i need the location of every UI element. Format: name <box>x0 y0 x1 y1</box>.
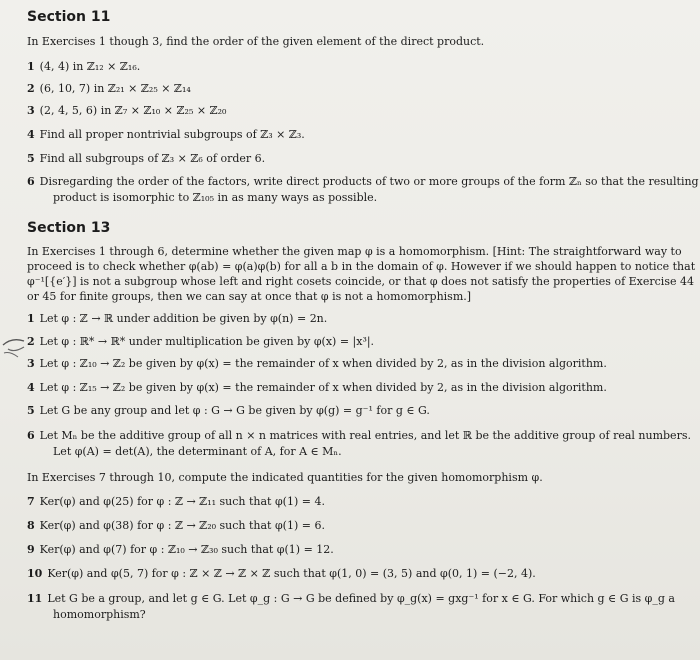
exercise-11-2 <box>27 81 692 97</box>
exercise-number: 4 <box>27 128 35 141</box>
exercise-13-8 <box>27 518 692 534</box>
exercise-text: Let G be any group and let φ : G → G be given by φ(g) = g⁻¹ for g ∈ G. <box>39 404 430 417</box>
exercise-text: Let φ : ℤ₁₀ → ℤ₂ be given by φ(x) = the remainder of x when divided by 2, as in the division algorithm. <box>39 357 607 370</box>
exercise-number: 1 <box>27 60 35 73</box>
exercise-number: 6 <box>27 175 35 188</box>
exercise-number: 1 <box>27 312 35 325</box>
exercise-number: 11 <box>27 592 43 605</box>
exercise-number: 3 <box>27 357 35 370</box>
exercise-13-4 <box>27 380 692 396</box>
exercise-number: 6 <box>27 429 35 442</box>
section-13-intro-line-4: or 45 for finite groups, then we can say at once that φ is not a homomorphism.] <box>27 290 472 303</box>
exercise-text: Disregarding the order of the factors, write direct products of two or more groups of the form ℤₙ so that the resulting <box>39 175 699 188</box>
exercise-number: 9 <box>27 543 35 556</box>
exercise-13-2 <box>27 334 692 350</box>
exercise-text: Find all proper nontrivial subgroups of ℤ₃ × ℤ₃. <box>39 128 305 141</box>
exercise-text: Ker(φ) and φ(5, 7) for φ : ℤ × ℤ → ℤ × ℤ such that φ(1, 0) = (3, 5) and φ(0, 1) = (−2, 4). <box>47 567 536 580</box>
exercise-text: Find all subgroups of ℤ₃ × ℤ₆ of order 6. <box>39 152 266 165</box>
exercise-13-3 <box>27 356 692 372</box>
exercise-13-9 <box>27 542 692 558</box>
exercise-number: 8 <box>27 519 35 532</box>
exercise-13-7 <box>27 494 692 510</box>
exercise-number: 2 <box>27 82 35 95</box>
exercise-number: 7 <box>27 495 35 508</box>
exercise-text: Let G be a group, and let g ∈ G. Let φ_g : G → G be defined by φ_g(x) = gxg⁻¹ for x ∈ G. For which g ∈ G is φ_g a <box>47 592 675 605</box>
exercise-11-3 <box>27 103 692 119</box>
section-11-title: Section 11 <box>27 9 111 25</box>
section-13-intro-line-3: φ⁻¹[{e′}] is not a subgroup whose left and right cosets coincide, or that φ does not satisfy the properties of Exercise 44 <box>27 275 694 288</box>
exercise-11-1 <box>27 59 692 75</box>
exercise-11-6-continued: product is isomorphic to ℤ₁₀₅ in as many ways as possible. <box>53 191 378 204</box>
exercise-number: 3 <box>27 104 35 117</box>
exercise-text: Let φ : ℤ → ℝ under addition be given by φ(n) = 2n. <box>39 312 328 325</box>
exercise-13-10 <box>27 566 692 582</box>
exercise-13-6-continued: Let φ(A) = det(A), the determinant of A, for A ∈ Mₙ. <box>53 445 342 458</box>
exercise-text: (6, 10, 7) in ℤ₂₁ × ℤ₂₅ × ℤ₁₄ <box>39 82 191 95</box>
exercise-number: 5 <box>27 404 35 417</box>
exercise-text: Let φ : ℤ₁₅ → ℤ₂ be given by φ(x) = the remainder of x when divided by 2, as in the division algorithm. <box>39 381 607 394</box>
exercise-text: Let φ : ℝ* → ℝ* under multiplication be given by φ(x) = |x³|. <box>39 335 375 348</box>
section-13-intro-2: In Exercises 7 through 10, compute the indicated quantities for the given homomorphism φ. <box>27 471 543 484</box>
exercise-text: Ker(φ) and φ(7) for φ : ℤ₁₀ → ℤ₃₀ such that φ(1) = 12. <box>39 543 334 556</box>
exercise-13-6 <box>27 428 692 444</box>
section-13-intro-line-1: In Exercises 1 through 6, determine whether the given map φ is a homomorphism. [Hint: The straightforward way to <box>27 245 682 258</box>
exercise-text: Ker(φ) and φ(25) for φ : ℤ → ℤ₁₁ such that φ(1) = 4. <box>39 495 325 508</box>
exercise-11-5 <box>27 151 692 167</box>
section-13-intro-line-2: proceed is to check whether φ(ab) = φ(a)φ(b) for all a b in the domain of φ. However if we should happen to notice that <box>27 260 696 273</box>
exercise-13-11-continued: homomorphism? <box>53 608 146 621</box>
exercise-13-11 <box>27 591 692 607</box>
section-13-title: Section 13 <box>27 220 111 236</box>
exercise-text: Ker(φ) and φ(38) for φ : ℤ → ℤ₂₀ such that φ(1) = 6. <box>39 519 325 532</box>
pencil-mark-icon <box>0 333 30 367</box>
exercise-text: (4, 4) in ℤ₁₂ × ℤ₁₆. <box>39 60 141 73</box>
section-11-intro: In Exercises 1 though 3, find the order of the given element of the direct product. <box>27 35 485 48</box>
exercise-11-4 <box>27 127 692 143</box>
exercise-number: 4 <box>27 381 35 394</box>
exercise-text: Let Mₙ be the additive group of all n × n matrices with real entries, and let ℝ be the additive group of real numbers. <box>39 429 691 442</box>
exercise-11-6 <box>27 174 699 190</box>
exercise-text: (2, 4, 5, 6) in ℤ₇ × ℤ₁₀ × ℤ₂₅ × ℤ₂₀ <box>39 104 227 117</box>
exercise-13-1 <box>27 311 692 327</box>
exercise-number: 5 <box>27 152 35 165</box>
exercise-number: 2 <box>27 335 35 348</box>
exercise-number: 10 <box>27 567 43 580</box>
exercise-13-5 <box>27 403 692 419</box>
